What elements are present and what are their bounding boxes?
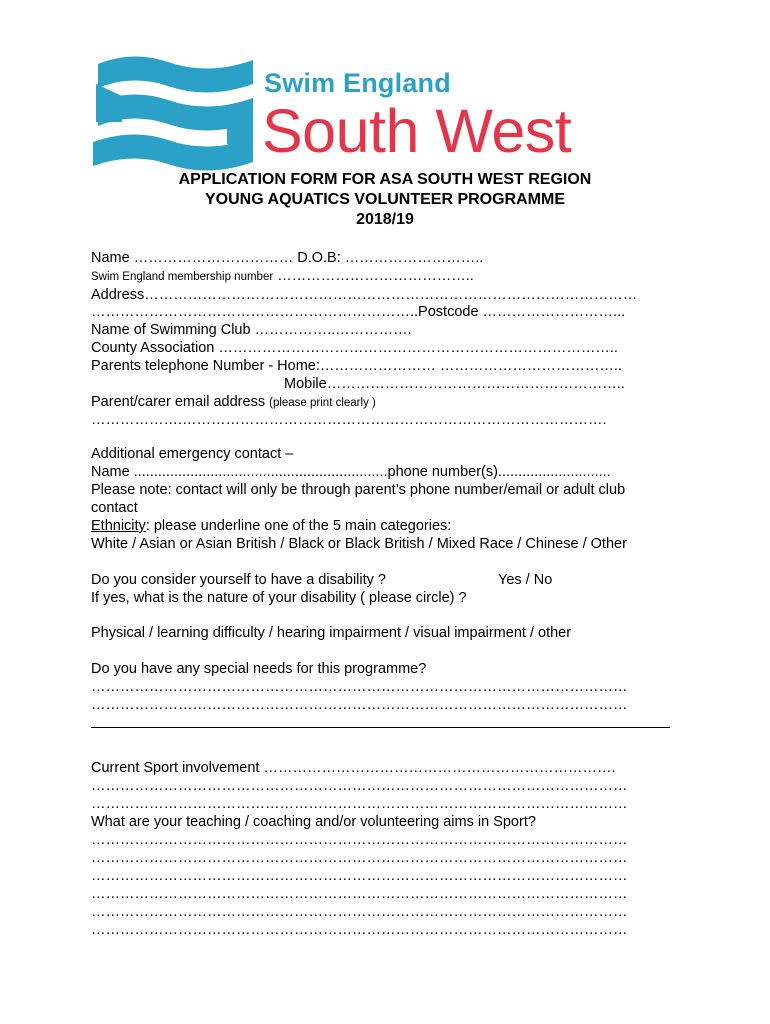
disability-nature-question: If yes, what is the nature of your disability ( please circle) ? — [91, 590, 467, 606]
email-note: (please print clearly ) — [269, 397, 376, 409]
ethnicity-options[interactable]: White / Asian or Asian British / Black or Black British / Mixed Race / Chinese / Other — [91, 536, 627, 552]
special-needs-line2[interactable]: ………………………………………………………………………………………………… — [91, 697, 628, 713]
form-title-year: 2018/19 — [356, 211, 414, 228]
name-dob-field[interactable]: Name …………………………… D.O.B: ……………………….. — [91, 250, 484, 266]
current-sport-line3[interactable]: ………………………………………………………………………………………………… — [91, 796, 628, 812]
emergency-contact-title: Additional emergency contact – — [91, 446, 294, 462]
parent-email-field[interactable]: ……………….……………………………………………………………………………. — [91, 412, 607, 428]
disability-yes-no[interactable]: Yes / No — [498, 572, 553, 588]
disability-types[interactable]: Physical / learning difficulty / hearing impairment / visual impairment / other — [91, 625, 572, 641]
swim-england-wave-logo-icon — [88, 52, 258, 177]
aims-line2[interactable]: ………………………………………………………………………………………………… — [91, 850, 628, 866]
form-title-line2: YOUNG AQUATICS VOLUNTEER PROGRAMME — [204, 191, 565, 208]
parent-phone-mobile-field[interactable]: Mobile…………………………………………………….. — [284, 376, 625, 392]
membership-number-field[interactable] — [91, 267, 474, 286]
aims-line5[interactable]: ………………………………………………………………………………………………… — [91, 904, 628, 920]
aims-line6[interactable]: ………………………………………………………………………………………………… — [91, 922, 628, 938]
email-label: Parent/carer email address — [91, 394, 270, 410]
special-needs-question: Do you have any special needs for this programme? — [91, 661, 427, 677]
current-sport-line2[interactable]: ………………………………………………………………………………………………… — [91, 778, 628, 794]
current-sport-field[interactable]: Current Sport involvement ………………………………………………………………. — [91, 760, 616, 776]
brand-name-region: South West — [262, 97, 572, 165]
membership-label: Swim England membership number — [91, 271, 274, 283]
membership-dots: ………………………………….. — [273, 268, 474, 284]
aims-line1[interactable]: ………………………………………………………………………………………………… — [91, 832, 628, 848]
contact-note-line1: Please note: contact will only be through parent’s phone number/email or adult club — [91, 482, 626, 498]
special-needs-line1[interactable]: ………………………………………………………………………………………………… — [91, 679, 628, 695]
ethnicity-instruction-text: : please underline one of the 5 main categories: — [145, 518, 452, 534]
aims-line3[interactable]: ………………………………………………………………………………………………… — [91, 868, 628, 884]
disability-question: Do you consider yourself to have a disability ? — [91, 572, 386, 588]
address-postcode-field[interactable]: …………………………………………………………..Postcode ………………………... — [91, 304, 626, 320]
ethnicity-label: Ethnicity — [91, 518, 146, 534]
address-field-line1[interactable]: Address………………………………………………………………………………………… — [91, 287, 638, 303]
section-divider — [91, 727, 670, 728]
aims-question: What are your teaching / coaching and/or volunteering aims in Sport? — [91, 814, 536, 830]
county-association-field[interactable]: County Association ……………………………………………………………………….. — [91, 340, 618, 356]
brand-name-top: Swim England — [264, 68, 451, 98]
ethnicity-instruction — [91, 517, 451, 535]
parent-phone-home-field[interactable]: Parents telephone Number - Home:…………………… ……………………………….. — [91, 358, 622, 374]
form-title-line1: APPLICATION FORM FOR ASA SOUTH WEST REGION — [178, 171, 592, 188]
aims-line4[interactable]: ………………………………………………………………………………………………… — [91, 886, 628, 902]
emergency-contact-field[interactable]: Name ...............................................................phone number(s)............................ — [91, 464, 611, 480]
parent-email-label — [91, 393, 376, 412]
swimming-club-field[interactable]: Name of Swimming Club ……………..……………. — [91, 322, 412, 338]
contact-note-line2: contact — [91, 500, 138, 516]
